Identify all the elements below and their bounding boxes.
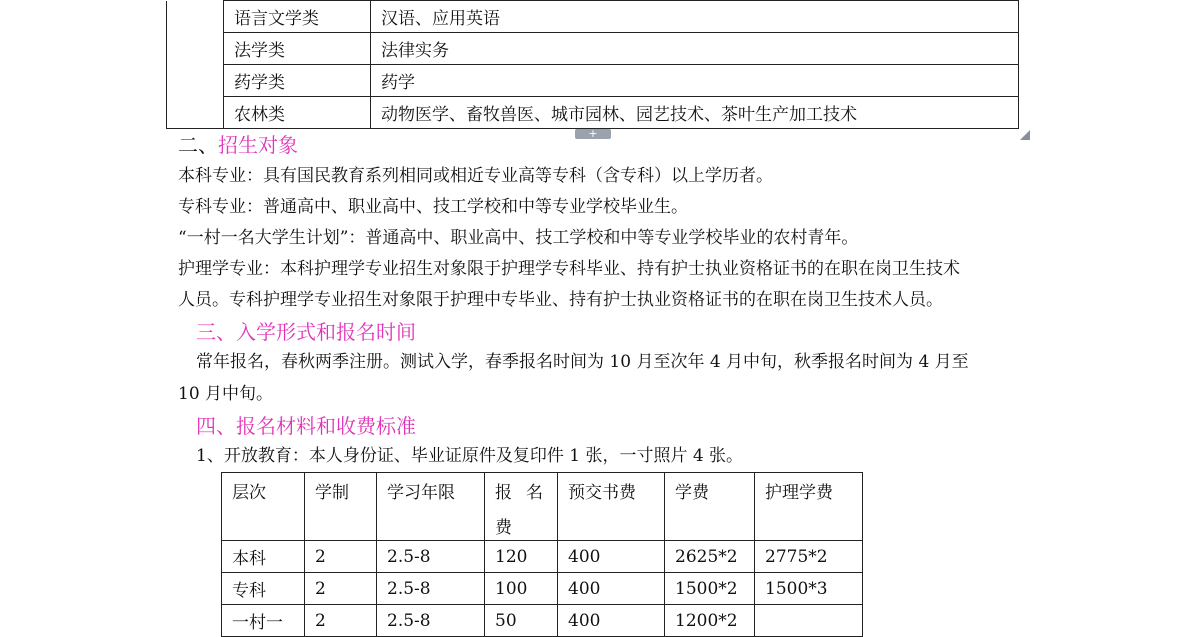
table-cell-blank <box>167 1 224 129</box>
table-cell: 400 <box>558 605 665 637</box>
table-cell: 100 <box>485 573 558 605</box>
paragraph-line: 人员。专科护理学专业招生对象限于护理中专毕业、持有护士执业资格证书的在职在岗卫生技术人员。 <box>178 290 943 310</box>
majors-table <box>166 0 1019 129</box>
table-row <box>222 573 863 605</box>
paragraph-line: 本科专业：具有国民教育系列相同或相近专业高等专科（含专科）以上学历者。 <box>178 166 773 186</box>
table-cell: 药学 <box>371 65 1019 97</box>
paragraph-line: 专科专业：普通高中、职业高中、技工学校和中等专业学校毕业生。 <box>178 197 688 217</box>
header-cell: 层次 <box>222 473 305 541</box>
table-cell: 1500*3 <box>755 573 863 605</box>
paragraph-line: “一村一名大学生计划”：普通高中、职业高中、技工学校和中等专业学校毕业的农村青年。 <box>178 228 859 248</box>
table-resize-handle-icon[interactable] <box>1020 130 1030 140</box>
table-row <box>167 1 1019 33</box>
table-cell: 2.5-8 <box>377 605 485 637</box>
section-number: 四、 <box>196 414 236 438</box>
table-cell: 本科 <box>222 541 305 573</box>
table-cell: 动物医学、畜牧兽医、城市园林、园艺技术、茶叶生产加工技术 <box>371 97 1019 129</box>
paragraph-line: 护理学专业：本科护理学专业招生对象限于护理学专科毕业、持有护士执业资格证书的在职在岗卫生技术 <box>178 259 960 279</box>
header-cell-line: 费 <box>495 518 512 538</box>
fee-table <box>221 472 863 637</box>
header-cell: 预交书费 <box>558 473 665 541</box>
section-number: 三、 <box>196 320 236 344</box>
section-number: 二、 <box>178 133 218 157</box>
table-cell: 药学类 <box>224 65 371 97</box>
section-heading-admission <box>196 320 416 344</box>
table-cell <box>755 605 863 637</box>
section-title: 入学形式和报名时间 <box>236 320 416 344</box>
table-cell: 2.5-8 <box>377 573 485 605</box>
table-cell: 2 <box>305 573 377 605</box>
table-cell: 2 <box>305 605 377 637</box>
header-cell-line: 报名 <box>495 483 557 503</box>
table-row <box>222 605 863 637</box>
table-cell: 1500*2 <box>665 573 755 605</box>
table-cell: 120 <box>485 541 558 573</box>
table-cell: 一村一 <box>222 605 305 637</box>
table-cell: 法律实务 <box>371 33 1019 65</box>
table-cell: 2625*2 <box>665 541 755 573</box>
paragraph-line: 1、开放教育：本人身份证、毕业证原件及复印件 1 张，一寸照片 4 张。 <box>196 446 744 466</box>
section-title: 招生对象 <box>218 133 298 157</box>
table-cell: 法学类 <box>224 33 371 65</box>
header-cell <box>485 473 558 541</box>
section-heading-materials-fees <box>196 414 416 438</box>
paragraph-line: 10 月中旬。 <box>178 384 274 404</box>
table-row <box>167 97 1019 129</box>
table-cell: 400 <box>558 541 665 573</box>
table-cell: 汉语、应用英语 <box>371 1 1019 33</box>
table-cell: 2 <box>305 541 377 573</box>
table-cell: 2775*2 <box>755 541 863 573</box>
table-cell: 400 <box>558 573 665 605</box>
table-cell: 专科 <box>222 573 305 605</box>
header-cell: 学习年限 <box>377 473 485 541</box>
table-row <box>167 33 1019 65</box>
paragraph-line: 常年报名，春秋两季注册。测试入学，春季报名时间为 10 月至次年 4 月中旬，秋季报名时间为 4 月至 <box>196 352 969 372</box>
table-cell: 语言文学类 <box>224 1 371 33</box>
table-row <box>222 541 863 573</box>
add-row-handle-icon[interactable]: + <box>575 129 611 139</box>
section-title: 报名材料和收费标准 <box>236 414 416 438</box>
table-cell: 50 <box>485 605 558 637</box>
header-cell: 学费 <box>665 473 755 541</box>
table-header-row <box>222 473 863 541</box>
table-cell: 2.5-8 <box>377 541 485 573</box>
section-heading-enrollment <box>178 133 298 157</box>
header-cell: 学制 <box>305 473 377 541</box>
table-cell: 1200*2 <box>665 605 755 637</box>
header-cell: 护理学费 <box>755 473 863 541</box>
table-cell: 农林类 <box>224 97 371 129</box>
table-row <box>167 65 1019 97</box>
